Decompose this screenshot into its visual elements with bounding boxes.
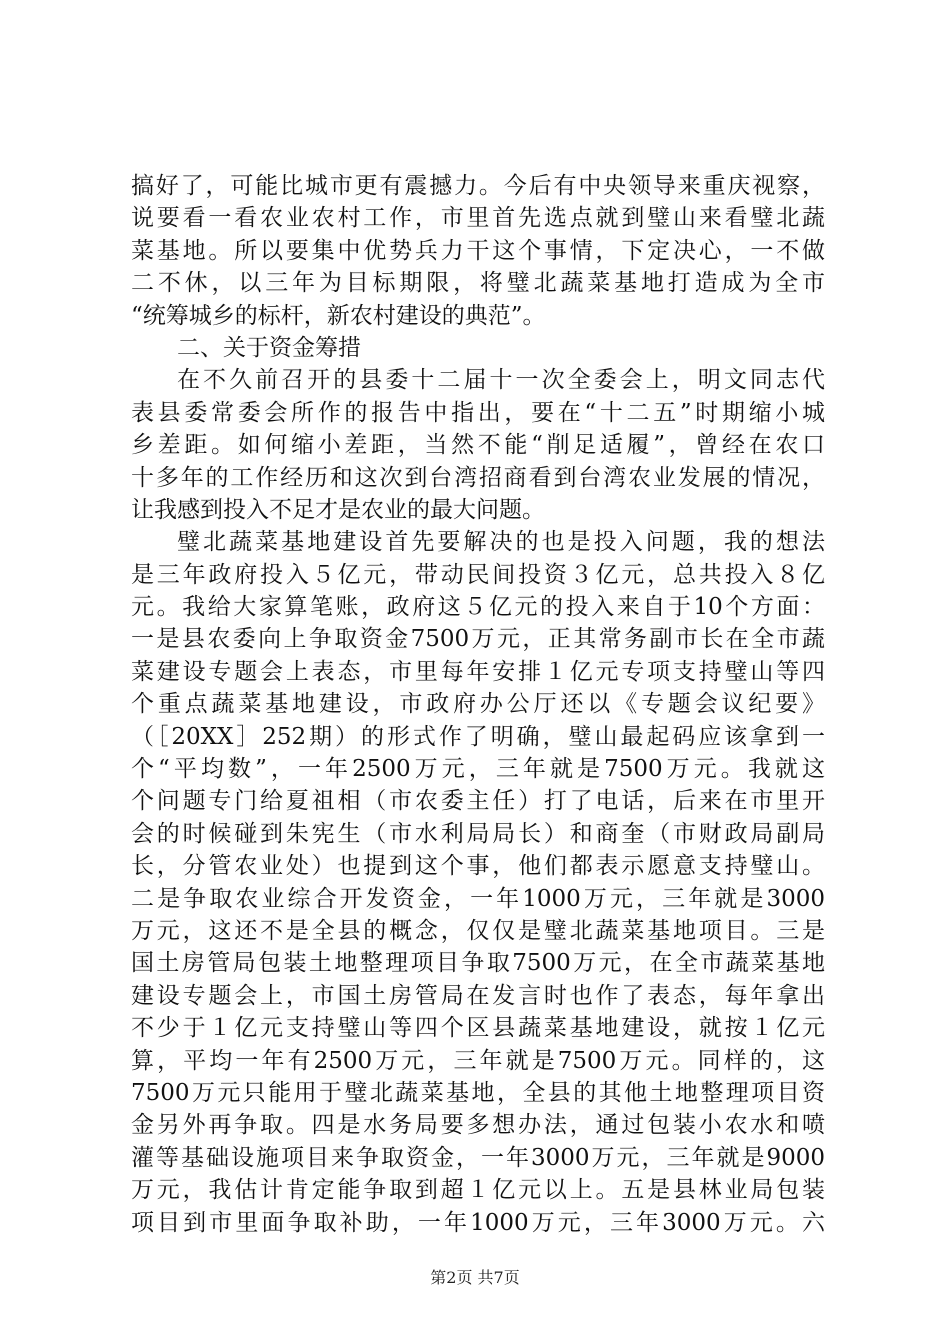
text-line: 万元，我估计肯定能争取到超１亿元以上。五是县林业局包装 (131, 1177, 825, 1204)
text-line: 项目到市里面争取补助，一年1000万元，三年3000万元。六 (131, 1209, 825, 1236)
text-line: 说要看一看农业农村工作，市里首先选点就到璧山来看璧北蔬 (131, 205, 825, 232)
text-line: 菜建设专题会上表态，市里每年安排１亿元专项支持璧山等四 (131, 658, 825, 685)
text-line: 个重点蔬菜基地建设，市政府办公厅还以《专题会议纪要》 (131, 691, 825, 718)
text-line: 长，分管农业处）也提到这个事，他们都表示愿意支持璧山。 (131, 853, 825, 880)
text-line: 万元，这还不是全县的概念，仅仅是璧北蔬菜基地项目。三是 (131, 917, 825, 944)
text-line: 会的时候碰到朱宪生（市水利局局长）和商奎（市财政局副局 (131, 820, 825, 847)
text-line: 让我感到投入不足才是农业的最大问题。 (131, 496, 545, 523)
text-line: 二、关于资金筹措 (177, 334, 361, 361)
text-line: 菜基地。所以要集中优势兵力干这个事情，下定决心，一不做 (131, 237, 825, 264)
text-line: 表县委常委会所作的报告中指出，要在“十二五”时期缩小城 (131, 399, 825, 426)
text-line: 国土房管局包装土地整理项目争取7500万元，在全市蔬菜基地 (131, 950, 825, 977)
text-line: （［20XX］252期）的形式作了明确，璧山最起码应该拿到一 (131, 723, 825, 750)
text-line: “统筹城乡的标杆，新农村建设的典范”。 (131, 302, 546, 329)
text-line: 一是县农委向上争取资金7500万元，正其常务副市长在全市蔬 (131, 626, 825, 653)
text-line: 建设专题会上，市国土房管局在发言时也作了表态，每年拿出 (131, 982, 825, 1009)
text-line: 算，平均一年有2500万元，三年就是7500万元。同样的，这 (131, 1047, 825, 1074)
text-line: 灌等基础设施项目来争取资金，一年3000万元，三年就是9000 (131, 1144, 825, 1171)
text-line: 个“平均数”，一年2500万元，三年就是7500万元。我就这 (131, 756, 825, 783)
text-line: 在不久前召开的县委十二届十一次全委会上，明文同志代 (177, 367, 825, 394)
text-line: 二是争取农业综合开发资金，一年1000万元，三年就是3000 (131, 885, 825, 912)
text-line: 个问题专门给夏祖相（市农委主任）打了电话，后来在市里开 (131, 788, 825, 815)
text-line: 金另外再争取。四是水务局要多想办法，通过包装小农水和喷 (131, 1112, 825, 1139)
text-line: 二不休，以三年为目标期限，将璧北蔬菜基地打造成为全市 (131, 270, 825, 297)
document-body (131, 170, 825, 1239)
text-line: 十多年的工作经历和这次到台湾招商看到台湾农业发展的情况， (131, 464, 825, 491)
page-footer: 第2页 共7页 (430, 1268, 520, 1287)
text-line: 元。我给大家算笔账，政府这５亿元的投入来自于10个方面： (131, 594, 825, 621)
text-line: 不少于１亿元支持璧山等四个区县蔬菜基地建设，就按１亿元 (131, 1015, 825, 1042)
text-line: 是三年政府投入５亿元，带动民间投资３亿元，总共投入８亿 (131, 561, 825, 588)
text-line: 乡差距。如何缩小差距，当然不能“削足适履”，曾经在农口 (131, 432, 825, 459)
text-line: 7500万元只能用于璧北蔬菜基地，全县的其他土地整理项目资 (131, 1079, 825, 1106)
text-line: 璧北蔬菜基地建设首先要解决的也是投入问题，我的想法 (177, 529, 825, 556)
text-line: 搞好了，可能比城市更有震撼力。今后有中央领导来重庆视察， (131, 173, 825, 199)
